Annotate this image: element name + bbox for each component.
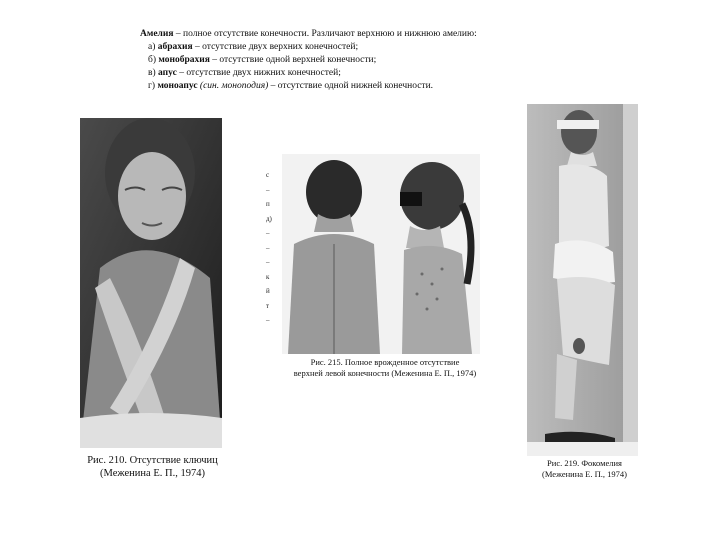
figure-219-caption: Рис. 219. Фокомелия (Меженина Е. П., 1974) xyxy=(542,458,627,479)
list-item: а) абрахия – отсутствие двух верхних конечностей; xyxy=(148,42,359,52)
header-text xyxy=(140,28,580,93)
figure-210-caption: Рис. 210. Отсутствие ключиц (Меженина Е. П., 1974) xyxy=(87,455,218,479)
list-item: в) апус – отсутствие двух нижних конечностей; xyxy=(148,68,341,78)
intro-text: – полное отсутствие конечности. Различают верхнюю и нижнюю амелию: xyxy=(173,29,477,39)
standing-figure-image xyxy=(527,104,638,456)
intro-line xyxy=(140,28,580,41)
intro-term: Амелия xyxy=(140,29,174,39)
figure-210-photo xyxy=(80,118,222,448)
figure-215-caption: Рис. 215. Полное врожденное отсутствие верхней левой конечности (Меженина Е. П., 1974) xyxy=(293,357,477,378)
margin-marks: с – п д) – – – к й т – xyxy=(266,171,272,324)
two-girls-image xyxy=(282,154,480,354)
figure-215-photo xyxy=(282,154,480,354)
list-item: б) монобрахия – отсутствие одной верхней конечности; xyxy=(148,55,377,65)
child-silhouette-image xyxy=(80,118,222,448)
figure-219-photo xyxy=(527,104,638,456)
list-item: г) моноапус (син. моноподия) – отсутствие одной нижней конечности. xyxy=(148,81,434,91)
